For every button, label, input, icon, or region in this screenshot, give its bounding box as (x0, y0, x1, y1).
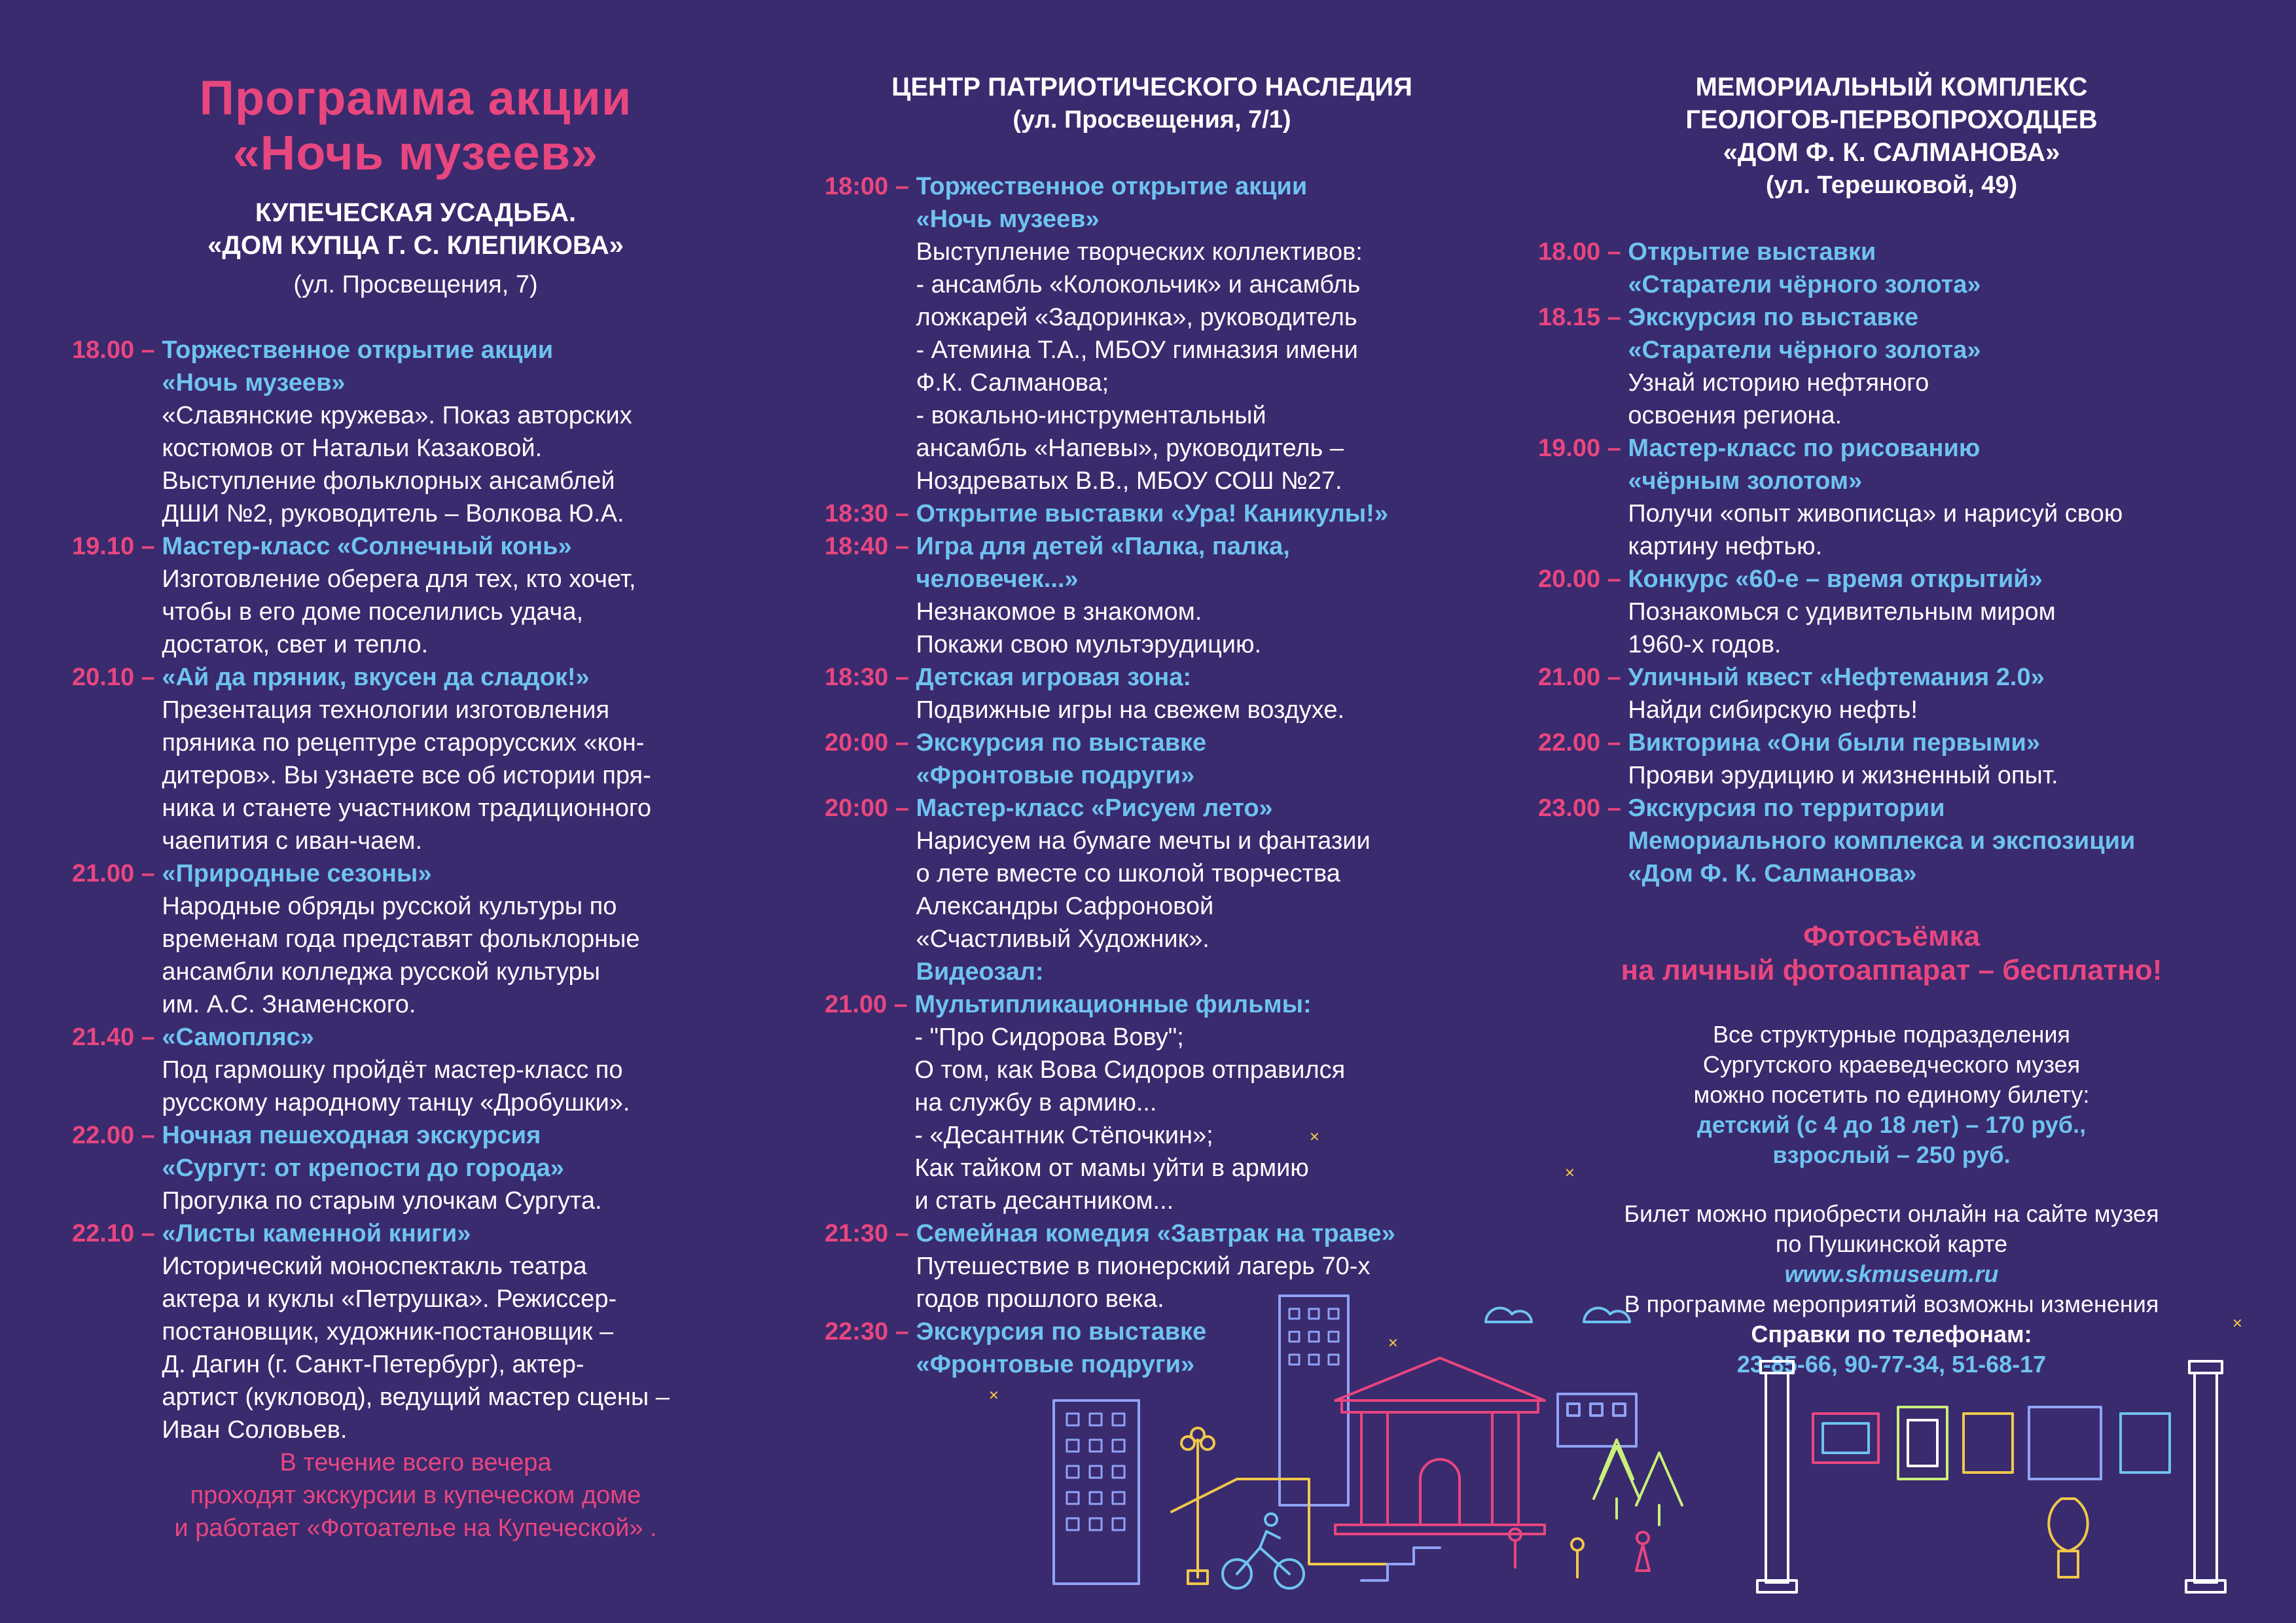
main-title-line2: «Ночь музеев» (232, 126, 599, 180)
event-body (162, 334, 759, 530)
schedule-item (1538, 432, 2245, 563)
event-title: Семейная комедия «Завтрак на траве» (916, 1220, 1395, 1247)
event-body (1628, 661, 2245, 726)
event-body (916, 497, 1479, 530)
event-title: Ночная пешеходная экскурсия (162, 1122, 541, 1149)
schedule-item (72, 661, 759, 857)
event-body (162, 1021, 759, 1119)
column-left-icon (1757, 1361, 1797, 1592)
schedule-item (72, 334, 759, 530)
city-illustration (1021, 1283, 2265, 1603)
schedule-item (72, 1217, 759, 1446)
event-time: 18:30 – (825, 664, 916, 691)
picture-frame-icon (1813, 1407, 2170, 1479)
note-line: и работает «Фотоателье на Купеческой» . (174, 1514, 657, 1542)
star-decoration-icon: ✕ (988, 1389, 999, 1403)
schedule-item (72, 530, 759, 661)
event-description: на службу в армию... (914, 1089, 1157, 1116)
event-body (916, 530, 1479, 661)
event-description: Путешествие в пионерский лагерь 70-х (916, 1253, 1371, 1280)
event-title: «Ай да пряник, вкусен да сладок!» (162, 664, 590, 691)
event-body (162, 857, 759, 1021)
event-title: Торжественное открытие акции (916, 173, 1308, 200)
event-description: постановщик, художник-постановщик – (162, 1318, 614, 1346)
event-description: костюмов от Натальи Казаковой. (162, 435, 543, 462)
event-title: «Фронтовые подруги» (916, 762, 1195, 789)
price-child: детский (с 4 до 18 лет) – 170 руб., (1696, 1111, 2087, 1138)
schedule-item (1538, 792, 2245, 890)
event-body (1628, 236, 2245, 301)
schedule-item (1538, 563, 2245, 661)
event-title: «Фронтовые подруги» (916, 1351, 1195, 1378)
event-time: 19.10 – (72, 533, 162, 560)
event-description: дитеров». Вы узнаете все об истории пря- (162, 762, 651, 789)
event-title: «Самопляс» (162, 1024, 314, 1051)
note-line: проходят экскурсии в купеческом доме (190, 1482, 641, 1509)
schedule-item (825, 792, 1479, 988)
star-decoration-icon: ✕ (2232, 1317, 2243, 1331)
event-description: Иван Соловьев. (162, 1416, 348, 1444)
event-description: актера и куклы «Петрушка». Режиссер- (162, 1285, 617, 1313)
event-description: Подвижные игры на свежем воздухе. (916, 696, 1345, 724)
event-description: ДШИ №2, руководитель – Волкова Ю.А. (162, 500, 624, 527)
event-time: 22.00 – (1538, 729, 1628, 757)
event-title: Мастер-класс «Солнечный конь» (162, 533, 572, 560)
event-title: Экскурсия по выставке (916, 729, 1207, 757)
event-description: временам года представят фольклорные (162, 925, 640, 953)
event-description: «Славянские кружева». Показ авторских (162, 402, 632, 429)
info-line: Сургутского краеведческого музея (1702, 1051, 2081, 1078)
event-body (916, 726, 1479, 792)
event-description: Народные обряды русской культуры по (162, 893, 617, 920)
event-description: Ф.К. Салманова; (916, 369, 1109, 397)
event-time: 22.00 – (72, 1122, 162, 1149)
event-title: Конкурс «60-е – время открытий» (1628, 565, 2043, 593)
schedule-list (72, 334, 759, 1446)
event-description: Д. Дагин (г. Санкт-Петербург), актер- (162, 1351, 584, 1378)
event-description: Исторический моноспектакль театра (162, 1253, 587, 1280)
event-time: 21.00 – (1538, 664, 1628, 691)
event-title: Мультипликационные фильмы: (914, 991, 1312, 1018)
event-description: и стать десантником... (914, 1187, 1174, 1215)
event-description: им. А.С. Знаменского. (162, 991, 416, 1018)
event-description: - "Про Сидорова Вову"; (914, 1024, 1184, 1051)
event-description: Выступление творческих коллективов: (916, 238, 1363, 266)
info-line: можно посетить по единому билету: (1693, 1081, 2090, 1108)
cloud-icon (1486, 1308, 1630, 1322)
event-description: Презентация технологии изготовления (162, 696, 610, 724)
event-description: артист (кукловод), ведущий мастер сцены – (162, 1383, 670, 1411)
event-time: 18.00 – (72, 336, 162, 364)
event-body (1628, 432, 2245, 563)
venue-address: (ул. Терешковой, 49) (1765, 171, 2018, 199)
museum-building-icon (1335, 1358, 1545, 1534)
event-description: Найди сибирскую нефть! (1628, 696, 1918, 724)
event-title: Уличный квест «Нефтемания 2.0» (1628, 664, 2045, 691)
event-body (162, 1217, 759, 1446)
event-title: Мемориального комплекса и экспозиции (1628, 827, 2136, 855)
event-description: - ансамбль «Колокольчик» и ансамбль (916, 271, 1361, 298)
event-body (162, 1119, 759, 1217)
event-description: Прогулка по старым улочкам Сургута. (162, 1187, 602, 1215)
street-lamp-icon (1181, 1428, 1214, 1584)
schedule-item (825, 988, 1479, 1217)
event-description: Познакомься с удивительным миром (1628, 598, 2056, 626)
main-title-line1: Программа акции (199, 71, 632, 125)
info-line: по Пушкинской карте (1775, 1230, 2008, 1257)
event-description: - Атемина Т.А., МБОУ гимназия имени (916, 336, 1358, 364)
event-body (916, 170, 1479, 497)
note-line: В течение всего вечера (279, 1449, 552, 1476)
event-time: 18.15 – (1538, 304, 1628, 331)
event-title: «чёрным золотом» (1628, 467, 1863, 495)
event-description: Получи «опыт живописца» и нарисуй свою (1628, 500, 2123, 527)
event-title: «Природные сезоны» (162, 860, 432, 887)
event-time: 21:30 – (825, 1220, 916, 1247)
event-title: «Листы каменной книги» (162, 1220, 471, 1247)
venue-address: (ул. Просвещения, 7) (293, 271, 538, 298)
event-title: «Старатели чёрного золота» (1628, 336, 1981, 364)
event-time: 19.00 – (1538, 435, 1628, 462)
column-right-icon (2186, 1361, 2225, 1592)
schedule-item (825, 726, 1479, 792)
event-title: Открытие выставки «Ура! Каникулы!» (916, 500, 1388, 527)
star-decoration-icon: ✕ (1564, 1166, 1575, 1181)
event-title: «Старатели чёрного золота» (1628, 271, 1981, 298)
info-line: Все структурные подразделения (1712, 1021, 2070, 1048)
info-line: Билет можно приобрести онлайн на сайте музея (1624, 1200, 2159, 1227)
ticket-info (1538, 1020, 2245, 1170)
event-description: освоения региона. (1628, 402, 1842, 429)
event-description: о лете вместе со школой творчества (916, 860, 1340, 887)
event-title: «Ночь музеев» (916, 205, 1100, 233)
event-title: Торжественное открытие акции (162, 336, 554, 364)
venue-line: КУПЕЧЕСКАЯ УСАДЬБА. (255, 198, 577, 227)
event-description: картину нефтью. (1628, 533, 1823, 560)
event-title: «Ночь музеев» (162, 369, 346, 397)
event-time: 21.40 – (72, 1024, 162, 1051)
event-time: 20:00 – (825, 729, 916, 757)
event-description: ника и станете участником традиционного (162, 794, 652, 822)
schedule-list (1538, 236, 2245, 890)
venue-line: МЕМОРИАЛЬНЫЙ КОМПЛЕКС (1695, 73, 2088, 101)
event-title: «Сургут: от крепости до города» (162, 1154, 564, 1182)
schedule-item (72, 857, 759, 1021)
event-title: Мастер-класс «Рисуем лето» (916, 794, 1273, 822)
event-time: 18.00 – (1538, 238, 1628, 266)
cyclist-icon (1223, 1514, 1304, 1588)
event-description: «Счастливый Художник». (916, 925, 1210, 953)
schedule-item (825, 530, 1479, 661)
event-subtitle: Видеозал: (916, 958, 1044, 986)
event-body (1628, 726, 2245, 792)
schedule-item (1538, 236, 2245, 301)
event-description: Узнай историю нефтяного (1628, 369, 1929, 397)
schedule-item (72, 1119, 759, 1217)
event-title: Мастер-класс по рисованию (1628, 435, 1981, 462)
event-title: Экскурсия по территории (1628, 794, 1945, 822)
event-time: 20:00 – (825, 794, 916, 822)
tree-icon (1594, 1440, 1682, 1525)
event-time: 18:40 – (825, 533, 916, 560)
event-description: ложкарей «Задоринка», руководитель (916, 304, 1357, 331)
event-description: 1960-х годов. (1628, 631, 1782, 658)
event-description: чтобы в его доме поселились удача, (162, 598, 584, 626)
event-description: чаепития с иван-чаем. (162, 827, 423, 855)
event-description: Ноздреватых В.В., МБОУ СОШ №27. (916, 467, 1342, 495)
event-title: человечек...» (916, 565, 1079, 593)
phone-numbers: 23-85-66, 90-77-34, 51-68-17 (1736, 1351, 2047, 1378)
changes-note: В программе мероприятий возможны изменения (1624, 1291, 2159, 1317)
event-description: Под гармошку пройдёт мастер-класс по (162, 1056, 623, 1084)
event-time: 18:30 – (825, 500, 916, 527)
event-body (1628, 301, 2245, 432)
price-adult: взрослый – 250 руб. (1772, 1141, 2011, 1168)
event-description: Нарисуем на бумаге мечты и фантазии (916, 827, 1371, 855)
schedule-item (1538, 726, 2245, 792)
event-time: 20.00 – (1538, 565, 1628, 593)
event-body (914, 988, 1479, 1217)
event-body (162, 661, 759, 857)
event-title: Детская игровая зона: (916, 664, 1191, 691)
venue-heading: ЦЕНТР ПАТРИОТИЧЕСКОГО НАСЛЕДИЯ (891, 73, 1412, 101)
venue-heading (72, 196, 759, 262)
event-title: Открытие выставки (1628, 238, 1876, 266)
event-time: 22.10 – (72, 1220, 162, 1247)
schedule-item (1538, 661, 2245, 726)
event-description: Как тайком от мамы уйти в армию (914, 1154, 1309, 1182)
event-time: 22:30 – (825, 1318, 916, 1346)
event-body (1628, 563, 2245, 661)
event-description: ансамбль «Напевы», руководитель – (916, 435, 1344, 462)
vase-icon (2049, 1499, 2087, 1577)
event-title: Игра для детей «Палка, палка, (916, 533, 1290, 560)
apartment-building-icon (1054, 1400, 1139, 1584)
event-description: пряника по рецептуре старорусских «кон- (162, 729, 645, 757)
event-description: - вокально-инструментальный (916, 402, 1266, 429)
schedule-item (825, 661, 1479, 726)
venue-heading (1538, 71, 2245, 169)
event-title: Викторина «Они были первыми» (1628, 729, 2040, 757)
event-title: Экскурсия по выставке (916, 1318, 1207, 1346)
event-time: 23.00 – (1538, 794, 1628, 822)
photo-note (1538, 919, 2245, 988)
venue-line: «ДОМ КУПЦА Г. С. КЛЕПИКОВА» (207, 231, 624, 260)
event-description: Незнакомое в знакомом. (916, 598, 1202, 626)
event-description: Александры Сафроновой (916, 893, 1214, 920)
evening-note (72, 1446, 759, 1544)
event-description: Прояви эрудицию и жизненный опыт. (1628, 762, 2058, 789)
event-time: 21.00 – (825, 991, 915, 1018)
event-time: 21.00 – (72, 860, 162, 887)
event-title: Экскурсия по выставке (1628, 304, 1919, 331)
event-description: годов прошлого века. (916, 1285, 1164, 1313)
photo-line: Фотосъёмка (1803, 920, 1981, 952)
house-icon (1558, 1394, 1636, 1446)
event-description: О том, как Вова Сидоров отправился (914, 1056, 1346, 1084)
schedule-item (825, 170, 1479, 497)
event-description: Покажи свою мультэрудицию. (916, 631, 1262, 658)
photo-line: на личный фотоаппарат – бесплатно! (1621, 954, 2162, 986)
venue-line: ГЕОЛОГОВ-ПЕРВОПРОХОДЦЕВ (1685, 105, 2098, 134)
event-description: ансамбли колледжа русской культуры (162, 958, 600, 986)
event-description: достаток, свет и тепло. (162, 631, 429, 658)
schedule-list (825, 170, 1479, 1381)
schedule-item (1538, 301, 2245, 432)
venue-line: «ДОМ Ф. К. САЛМАНОВА» (1723, 138, 2060, 167)
main-title (72, 71, 759, 181)
event-description: русскому народному танцу «Дробушки». (162, 1089, 630, 1116)
event-description: Изготовление оберега для тех, кто хочет, (162, 565, 636, 593)
event-time: 18:00 – (825, 173, 916, 200)
star-decoration-icon: ✕ (1309, 1130, 1320, 1145)
event-title: «Дом Ф. К. Салманова» (1628, 860, 1917, 887)
event-description: Выступление фольклорных ансамблей (162, 467, 615, 495)
event-description: - «Десантник Стёпочкин»; (914, 1122, 1213, 1149)
event-body (916, 661, 1479, 726)
venue-address: (ул. Просвещения, 7/1) (1013, 106, 1291, 134)
website-link[interactable]: www.skmuseum.ru (1784, 1260, 1999, 1287)
schedule-item (825, 497, 1479, 530)
event-time: 20.10 – (72, 664, 162, 691)
event-body (162, 530, 759, 661)
schedule-item (72, 1021, 759, 1119)
event-body (1628, 792, 2245, 890)
star-decoration-icon: ✕ (1388, 1336, 1399, 1351)
phones-label: Справки по телефонам: (1751, 1321, 2032, 1347)
event-body (916, 792, 1479, 988)
